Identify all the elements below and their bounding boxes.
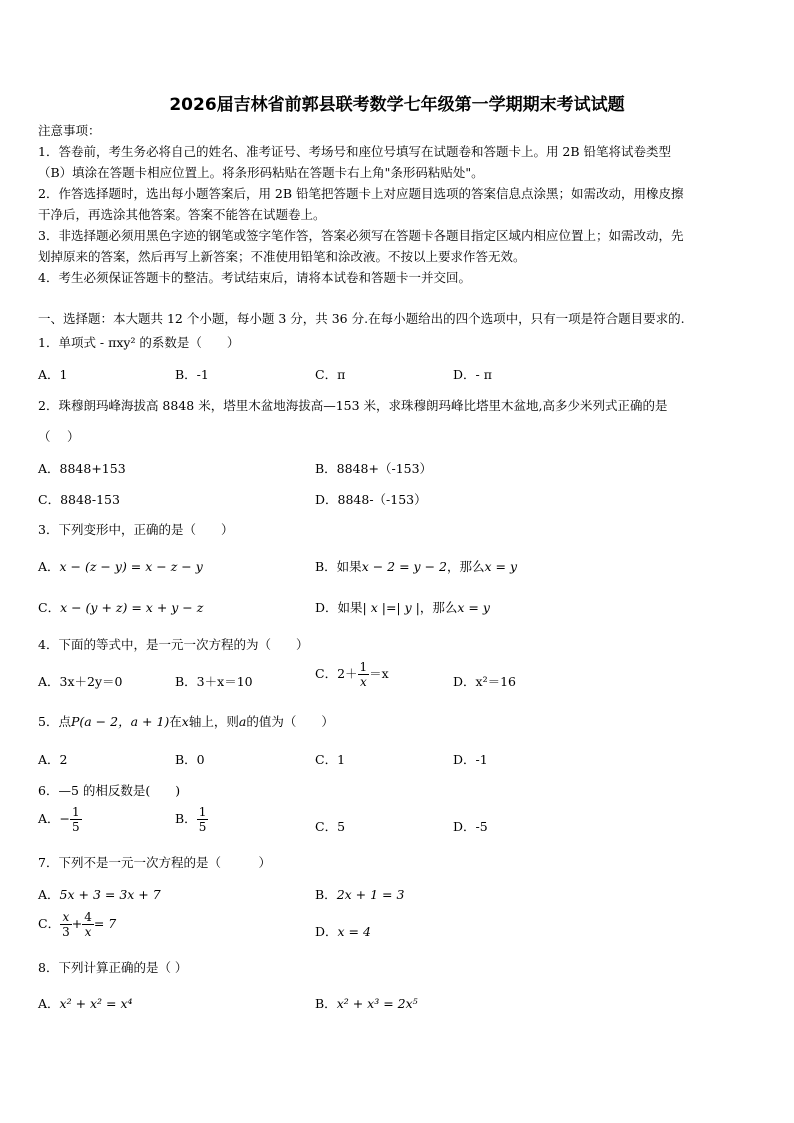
option-d: D．-1 bbox=[453, 752, 488, 767]
option-label: A． bbox=[38, 559, 60, 574]
fraction bbox=[70, 805, 82, 834]
option-a bbox=[38, 994, 133, 1012]
option-label: B．如果 bbox=[315, 559, 362, 574]
option-d: D．x²＝16 bbox=[453, 674, 516, 689]
option-b: B．-1 bbox=[175, 367, 209, 382]
option-label: C． bbox=[38, 916, 61, 931]
question-stem: 3．下列变形中，正确的是（ ） bbox=[38, 522, 234, 537]
question-stem: 8．下列计算正确的是（ ） bbox=[38, 960, 188, 975]
numerator: x bbox=[60, 910, 72, 925]
option-d: D．- π bbox=[453, 367, 492, 382]
notice-line: 1．答卷前，考生务必将自己的姓名、准考证号、考场号和座位号填写在试题卷和答题卡上。用 2B 铅笔将试卷类型 bbox=[38, 144, 672, 159]
option-a bbox=[38, 885, 161, 903]
stem-text: 的值为（ ） bbox=[246, 714, 334, 729]
stem-text: 5．点 bbox=[38, 714, 71, 729]
notice-line: 干净后，再选涂其他答案。答案不能答在试题卷上。 bbox=[38, 207, 326, 222]
fraction bbox=[358, 660, 370, 689]
denominator: 5 bbox=[198, 820, 207, 834]
math-expression: x = y bbox=[457, 600, 490, 615]
option-a: A．2 bbox=[38, 752, 68, 767]
option-b: B．3＋x＝10 bbox=[175, 674, 253, 689]
option-a bbox=[38, 557, 203, 575]
fraction bbox=[197, 805, 209, 834]
option-label: C．2＋ bbox=[315, 666, 358, 681]
option-label: B． bbox=[175, 811, 197, 826]
page-title: 2026届吉林省前郭县联考数学七年级第一学期期末考试试题 bbox=[169, 95, 625, 115]
math-expression: x² + x³ = 2x⁵ bbox=[336, 996, 418, 1011]
math-expression: 2x + 1 = 3 bbox=[336, 887, 405, 902]
denominator: 3 bbox=[62, 925, 70, 939]
option-a: A．8848+153 bbox=[38, 461, 126, 476]
fraction bbox=[82, 910, 94, 939]
numerator: 1 bbox=[72, 805, 80, 819]
question-stem: 1．单项式 - πxy² 的系数是（ ） bbox=[38, 335, 240, 350]
option-c bbox=[38, 598, 203, 616]
stem-text: 在 bbox=[169, 714, 182, 729]
option-label: A． bbox=[38, 996, 60, 1011]
option-d bbox=[315, 922, 371, 940]
option-c: C．1 bbox=[315, 752, 346, 767]
option-c bbox=[38, 910, 116, 939]
option-b bbox=[315, 994, 418, 1012]
math-expression: a bbox=[238, 714, 247, 729]
option-b: B．8848+（-153） bbox=[315, 461, 433, 476]
option-b bbox=[315, 885, 404, 903]
option-a: A．3x＋2y＝0 bbox=[38, 674, 123, 689]
plus-sign: + bbox=[71, 916, 83, 931]
option-label: A． bbox=[38, 887, 60, 902]
option-d: D．-5 bbox=[453, 819, 488, 834]
option-connector: ，那么 bbox=[419, 600, 458, 615]
option-b bbox=[315, 557, 517, 575]
option-label: A． bbox=[38, 811, 60, 826]
option-label: D． bbox=[315, 924, 338, 939]
math-expression: | x |=| y | bbox=[362, 600, 420, 615]
math-expression: x = 4 bbox=[337, 924, 371, 939]
question-stem: 7．下列不是一元一次方程的是（ ） bbox=[38, 855, 271, 870]
notice-line: 划掉原来的答案，然后再写上新答案；不准使用铅笔和涂改液。不按以上要求作答无效。 bbox=[38, 249, 526, 264]
math-expression: P(a − 2，a + 1) bbox=[70, 714, 170, 729]
question-stem: 4．下面的等式中，是一元一次方程的为（ ） bbox=[38, 637, 309, 652]
option-label: C． bbox=[38, 600, 61, 615]
math-expression: x bbox=[181, 714, 189, 729]
option-c: C．5 bbox=[315, 819, 346, 834]
math-expression: x − (z − y) = x − z − y bbox=[59, 559, 203, 574]
option-c: C．π bbox=[315, 367, 346, 382]
option-c: C．8848-153 bbox=[38, 492, 120, 507]
question-stem bbox=[38, 712, 334, 730]
notice-line: 2．作答选择题时，选出每小题答案后，用 2B 铅笔把答题卡上对应题目选项的答案信息点涂黑；如需改动，用橡皮擦 bbox=[38, 186, 684, 201]
stem-text: 轴上，则 bbox=[188, 714, 239, 729]
question-stem: 2．珠穆朗玛峰海拔高 8848 米，塔里木盆地海拔高—153 米，求珠穆朗玛峰比塔里木盆地,高多少米列式正确的是 bbox=[38, 398, 668, 413]
math-expression: x² + x² = x⁴ bbox=[59, 996, 133, 1011]
option-c bbox=[315, 660, 389, 689]
option-label: B． bbox=[315, 887, 337, 902]
math-expression: x − 2 = y − 2 bbox=[361, 559, 447, 574]
numerator: 4 bbox=[84, 910, 92, 924]
answer-paren: （ ） bbox=[38, 429, 80, 444]
option-d: D．8848-（-153） bbox=[315, 492, 427, 507]
math-expression: = 7 bbox=[93, 916, 117, 931]
notice-line: 4．考生必须保证答题卡的整洁。考试结束后，请将本试卷和答题卡一并交回。 bbox=[38, 270, 471, 285]
option-connector: ，那么 bbox=[446, 559, 485, 574]
section-heading: 一、选择题：本大题共 12 个小题，每小题 3 分，共 36 分.在每小题给出的四个选项中，只有一项是符合题目要求的. bbox=[38, 311, 685, 326]
question-stem: 6．—5 的相反数是( ) bbox=[38, 783, 181, 798]
option-a bbox=[38, 805, 82, 834]
numerator: 1 bbox=[198, 805, 207, 819]
math-expression: x − (y + z) = x + y − z bbox=[60, 600, 204, 615]
math-expression: 5x + 3 = 3x + 7 bbox=[59, 887, 161, 902]
denominator: x bbox=[84, 925, 92, 939]
option-label: B． bbox=[315, 996, 337, 1011]
notice-line: （B）填涂在答题卡相应位置上。将条形码粘贴在答题卡右上角"条形码粘贴处"。 bbox=[38, 165, 484, 180]
option-tail: ＝x bbox=[369, 666, 389, 681]
minus-sign: − bbox=[59, 811, 71, 826]
denominator: 5 bbox=[72, 820, 80, 834]
option-d bbox=[315, 598, 490, 616]
option-b bbox=[175, 805, 208, 834]
option-b: B．0 bbox=[175, 752, 205, 767]
notice-heading: 注意事项： bbox=[38, 123, 101, 138]
math-expression: x = y bbox=[484, 559, 518, 574]
numerator: 1 bbox=[359, 660, 368, 674]
option-a: A．1 bbox=[38, 367, 68, 382]
option-label: D．如果 bbox=[315, 600, 363, 615]
denominator: x bbox=[359, 675, 367, 689]
notice-line: 3．非选择题必须用黑色字迹的钢笔或签字笔作答，答案必须写在答题卡各题目指定区域内相应位置上；如需改动，先 bbox=[38, 228, 684, 243]
fraction bbox=[60, 910, 72, 939]
